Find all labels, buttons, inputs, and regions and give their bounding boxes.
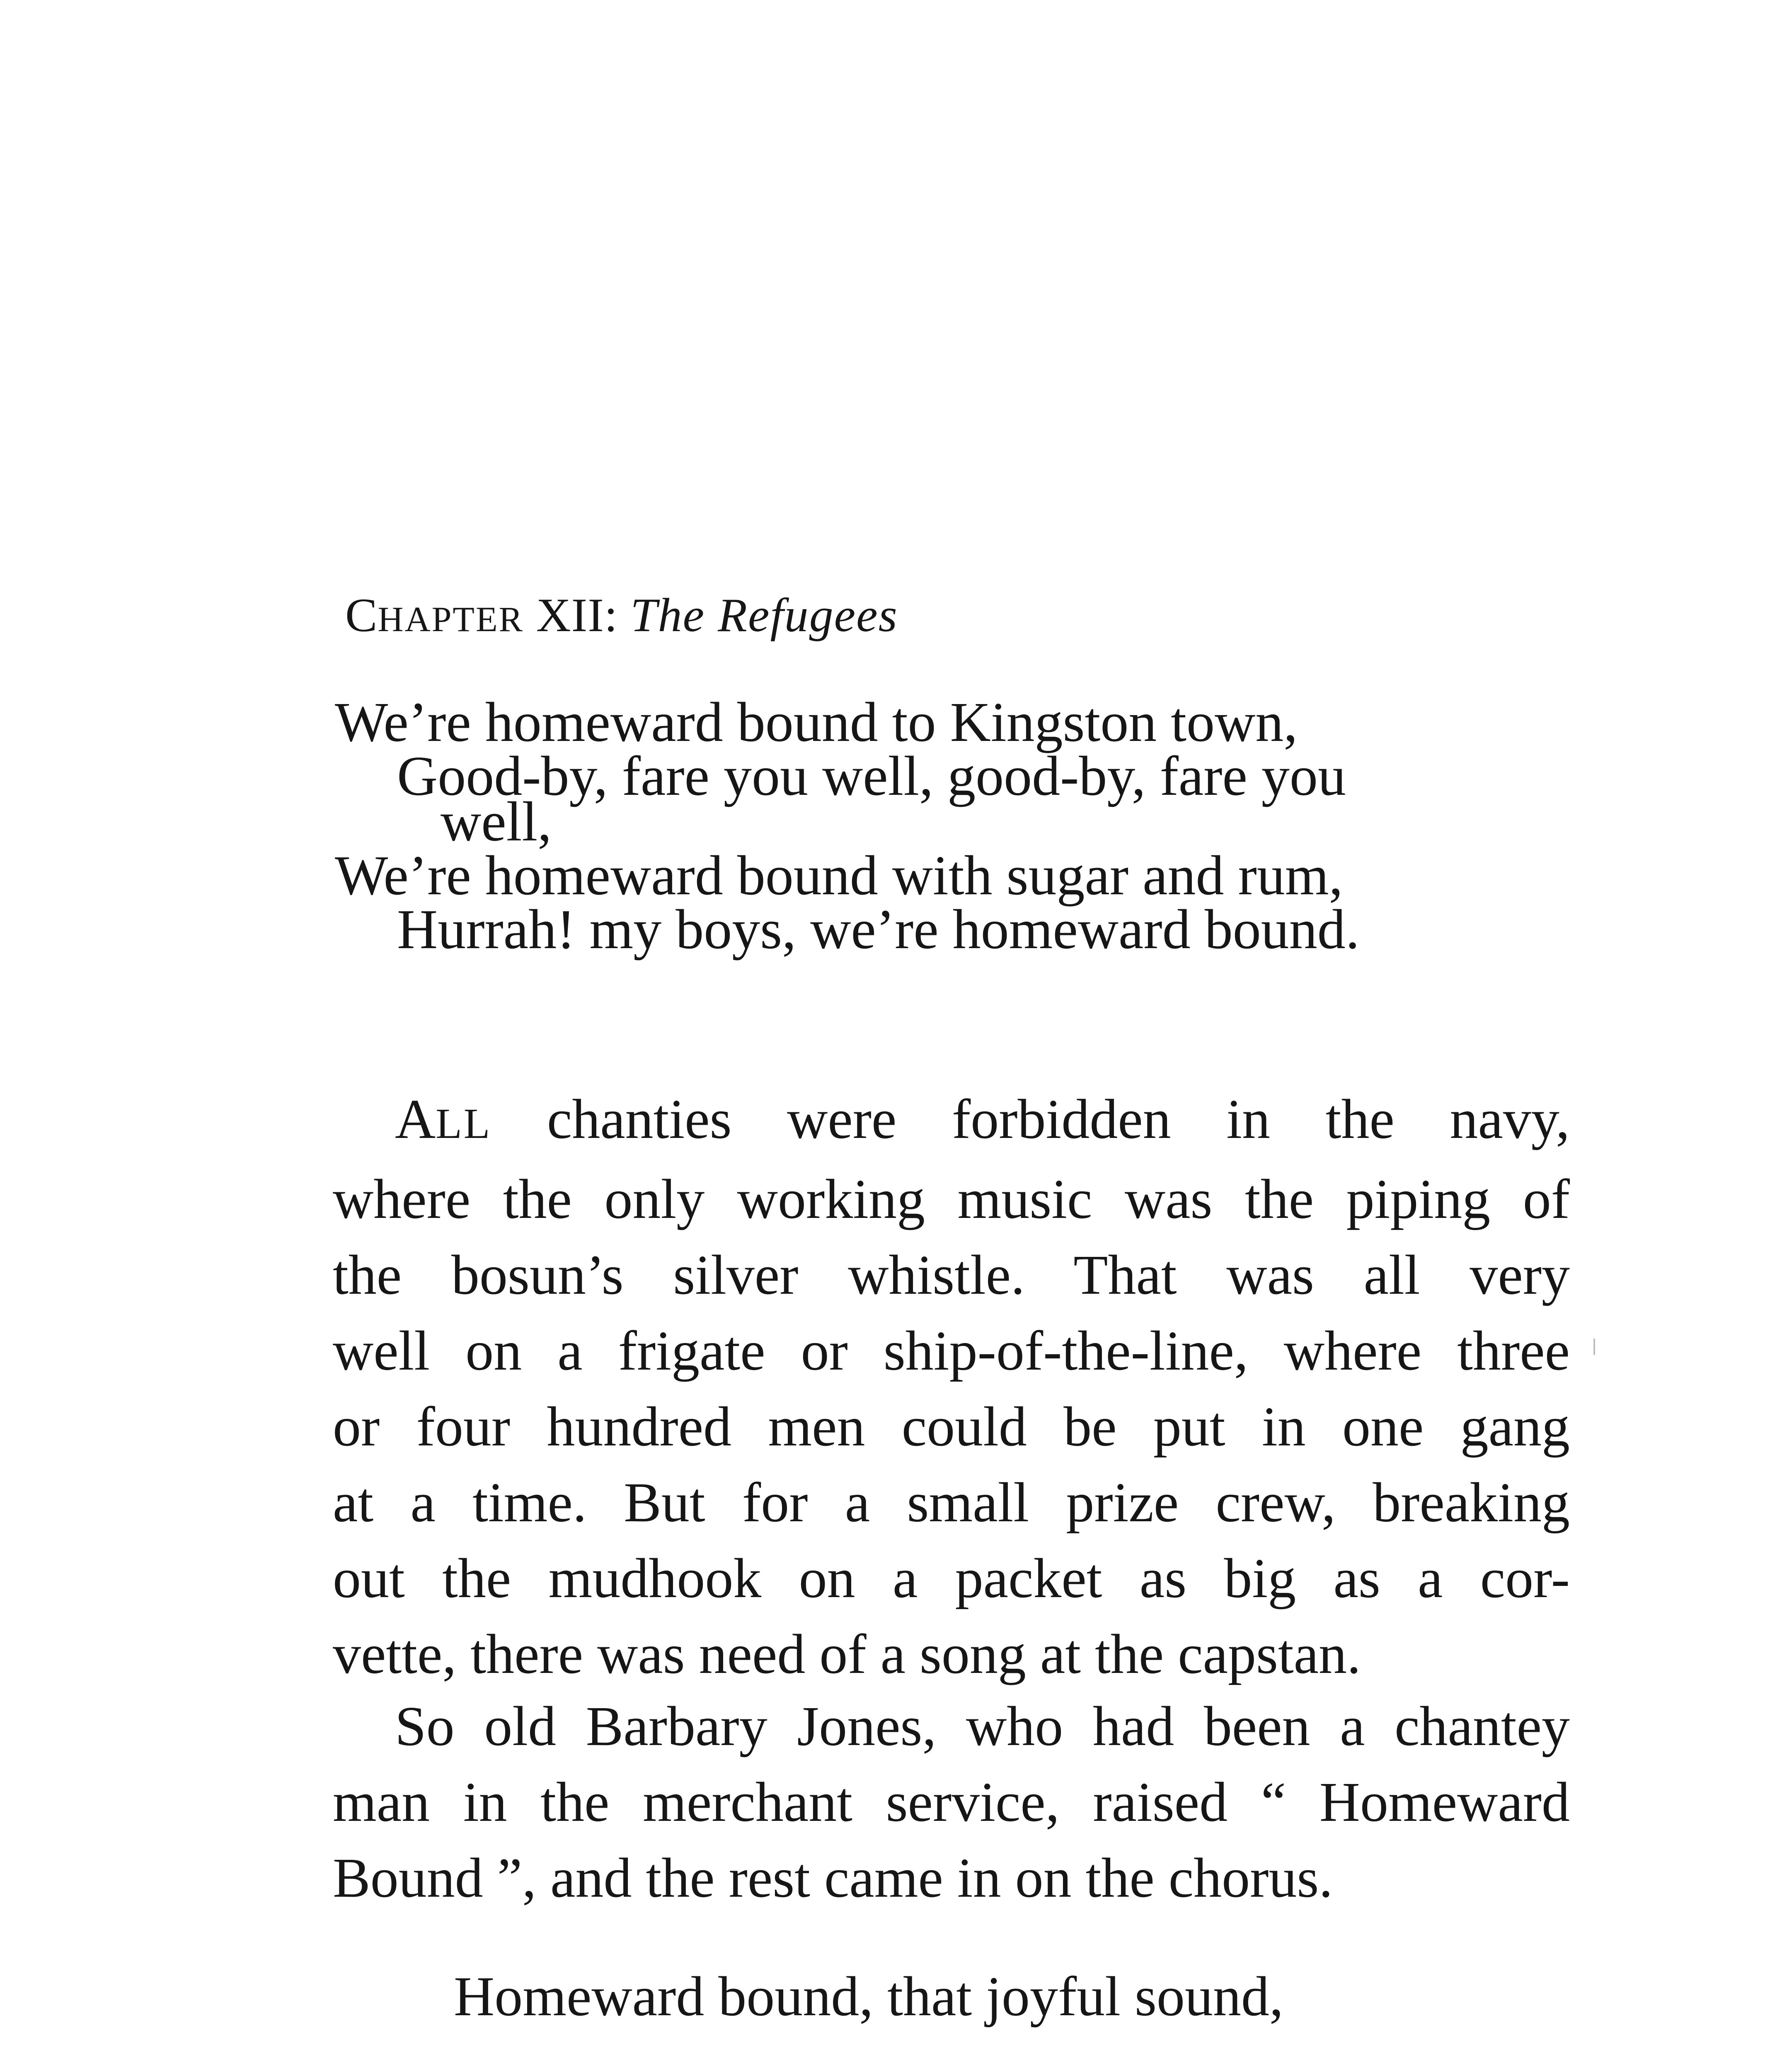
chapter-label-initial: C	[345, 589, 378, 642]
first-line-text: chanties were forbidden in the navy,	[492, 1088, 1570, 1150]
paragraph-line: or four hundred men could be put in one gang	[333, 1396, 1570, 1458]
chapter-number: XII	[536, 589, 604, 642]
first-word-smallcaps: LL	[436, 1100, 492, 1147]
paragraph-line	[333, 1082, 1570, 1162]
paragraph-line: So old Barbary Jones, who had been a chantey	[395, 1695, 1570, 1757]
paragraph-line: well on a frigate or ship-of-the-line, where three	[333, 1320, 1570, 1382]
paragraph-two	[333, 1689, 1570, 1916]
chapter-separator: :	[604, 589, 618, 642]
verse-quote: Homeward bound, that joyful sound,	[454, 1965, 1283, 2028]
chapter-label-rest: HAPTER	[378, 599, 524, 639]
paragraph-line: at a time. But for a small prize crew, breaking	[333, 1472, 1570, 1534]
chapter-title: The Refugees	[630, 589, 898, 642]
verse-line: Good-by, fare you well, good-by, fare you	[397, 745, 1346, 807]
verse-line: We’re homeward bound with sugar and rum,	[335, 845, 1343, 907]
paragraph-line: man in the merchant service, raised “ Homeward	[333, 1771, 1570, 1833]
paragraph-line: out the mudhook on a packet as big as a cor-	[333, 1547, 1570, 1610]
paragraph-line: Bound ”, and the rest came in on the chorus.	[333, 1847, 1333, 1909]
paragraph-one	[333, 1082, 1570, 1692]
verse-line: We’re homeward bound to Kingston town,	[335, 691, 1298, 753]
verse-line: Hurrah! my boys, we’re homeward bound.	[397, 898, 1360, 961]
drop-initial: A	[395, 1088, 436, 1150]
paragraph-line: the bosun’s silver whistle. That was all very	[333, 1244, 1570, 1306]
paragraph-line: where the only working music was the piping of	[333, 1168, 1570, 1230]
chapter-heading	[345, 586, 898, 648]
print-speck	[1593, 1339, 1595, 1355]
verse-line: well,	[441, 791, 552, 853]
paragraph-line: vette, there was need of a song at the capstan.	[333, 1623, 1361, 1685]
